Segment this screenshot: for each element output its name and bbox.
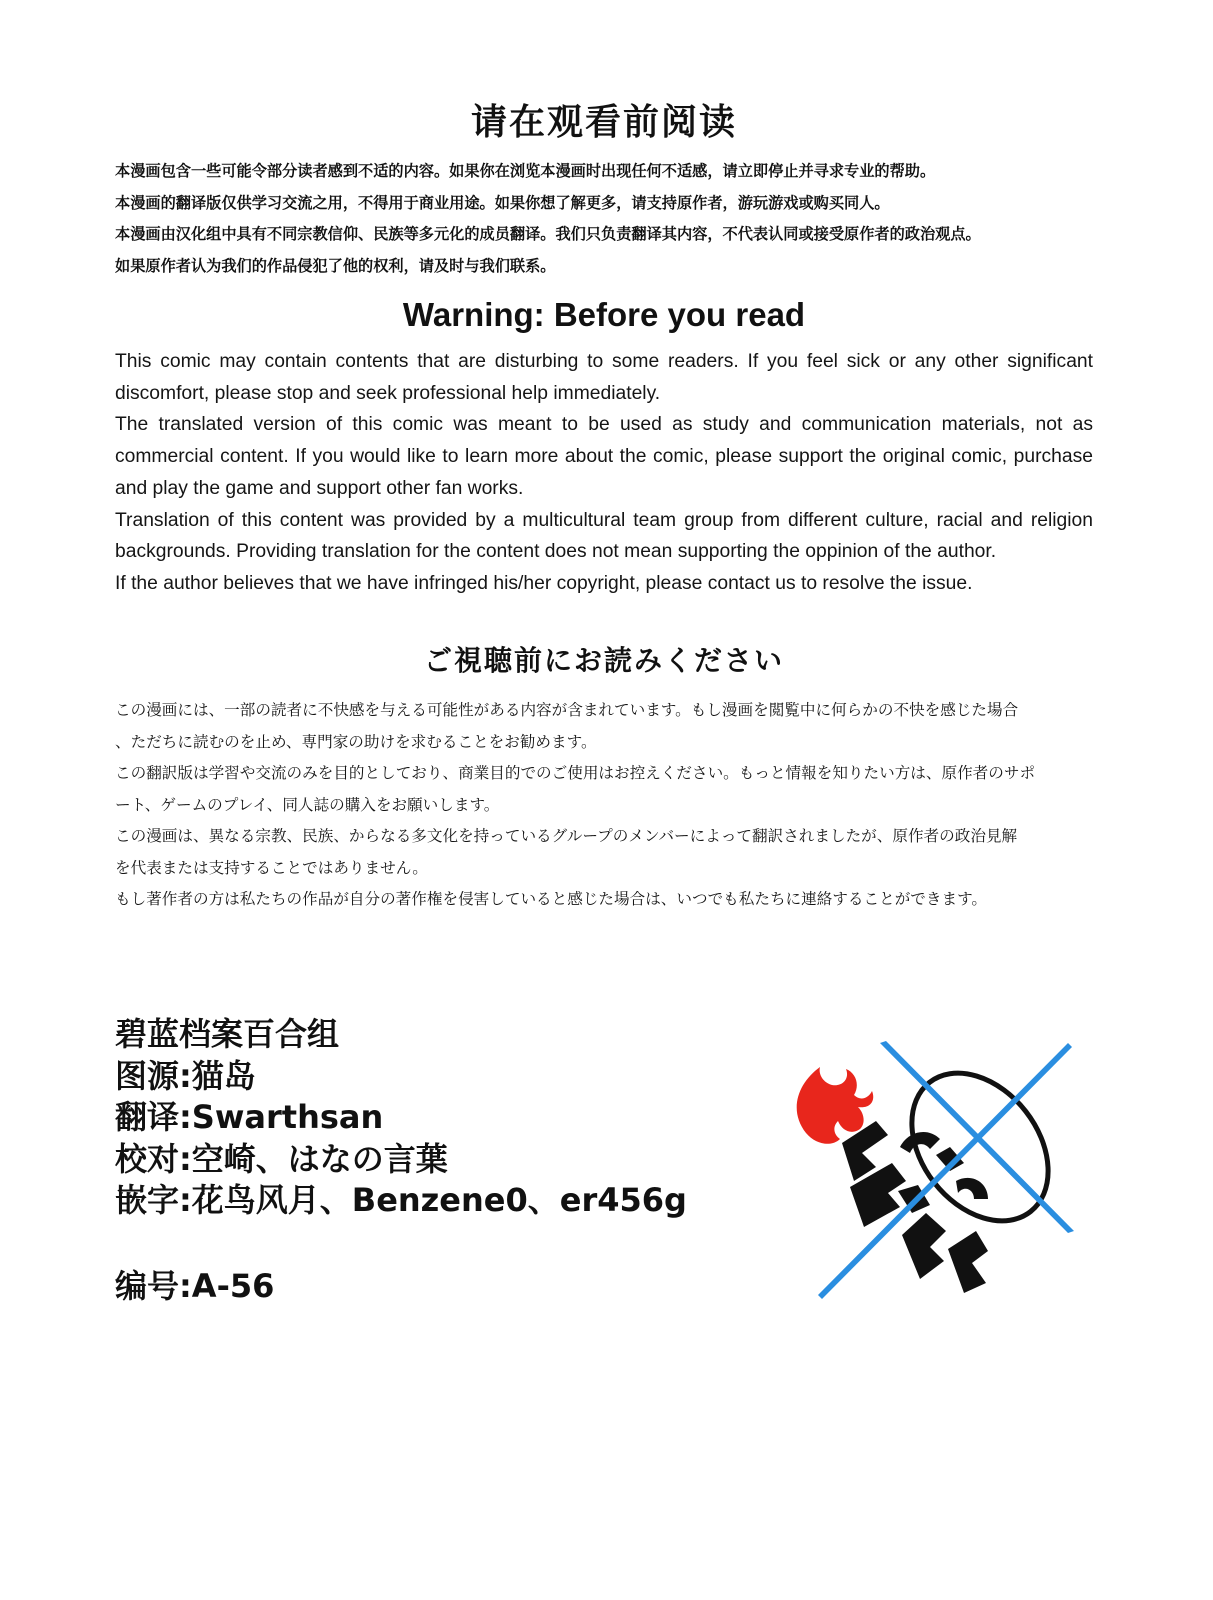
japanese-line: この漫画は、異なる宗教、民族、からなる多文化を持っているグループのメンバーによって翻訳されましたが、原作者の政治見解 [115, 827, 1018, 845]
credit-number: 编号:A-56 [115, 1267, 275, 1305]
chinese-line: 本漫画的翻译版仅供学习交流之用，不得用于商业用途。如果你想了解更多，请支持原作者，游玩游戏或购买同人。 [115, 193, 890, 212]
credit-proofread: 校对:空崎、はなの言葉 [115, 1139, 448, 1178]
english-paragraph: This comic may contain contents that are disturbing to some readers. If you feel sick or any other significant discomfort, please stop and seek professional help immediately. [115, 351, 1093, 404]
chinese-body [115, 156, 1093, 282]
english-notice [115, 293, 1093, 337]
credits-block [115, 1014, 755, 1222]
japanese-line: もし著作者の方は私たちの作品が自分の著作権を侵害していると感じた場合は、いつでも私たちに連絡することができます。 [115, 890, 988, 908]
japanese-line: ート、ゲームのプレイ、同人誌の購入をお願いします。 [115, 795, 500, 814]
chinese-notice [115, 100, 1093, 146]
japanese-line: 、ただちに読むのを止め、専門家の助けを求むることをお勧めます。 [115, 732, 597, 751]
credit-translator: 翻译:Swarthsan [115, 1098, 384, 1136]
english-paragraph: Translation of this content was provided by a multicultural team group from different culture, racial and religion backgrounds. Providing translation for the content does not mean supporting the oppinion of the author. [115, 509, 1093, 563]
chinese-line: 如果原作者认为我们的作品侵犯了他的权利，请及时与我们联系。 [115, 256, 556, 275]
chinese-line: 本漫画包含一些可能令部分读者感到不适的内容。如果你在浏览本漫画时出现任何不适感，请立即停止并寻求专业的帮助。 [115, 162, 936, 180]
credit-source: 图源:猫岛 [115, 1056, 256, 1095]
english-paragraph: If the author believes that we have infringed his/her copyright, please contact us to resolve the issue. [115, 572, 973, 594]
english-title: Warning: Before you read [402, 296, 806, 333]
chinese-title: 请在观看前阅读 [470, 102, 737, 143]
group-name: 碧蓝档案百合组 [115, 1015, 340, 1053]
japanese-line: を代表または支持することではありません。 [115, 858, 428, 877]
english-paragraph: The translated version of this comic was meant to be used as study and communication materials, not as commercial content. If you would like to learn more about the comic, please support the original comic, purchase and play the game and support other fan works. [115, 414, 1093, 499]
crossed-swords-gear-flame-logo-icon [780, 1035, 1080, 1305]
japanese-body [115, 695, 1093, 916]
chinese-line: 本漫画由汉化组中具有不同宗教信仰、民族等多元化的成员翻译。我们只负责翻译其内容，不代表认同或接受原作者的政治观点。 [115, 225, 981, 243]
japanese-title: ご視聴前にお読みください [423, 644, 784, 677]
english-body [115, 346, 1093, 600]
japanese-notice [115, 641, 1093, 681]
credit-typeset: 嵌字:花鸟风月、Benzene0、er456g [115, 1181, 687, 1219]
japanese-line: この漫画には、一部の読者に不快感を与える可能性がある内容が含まれています。もし漫画を閲覧中に何らかの不快を感じた場合 [115, 701, 1019, 719]
japanese-line: この翻訳版は学習や交流のみを目的としており、商業目的でのご使用はお控えください。もっと情報を知りたい方は、原作者のサポ [115, 764, 1036, 782]
